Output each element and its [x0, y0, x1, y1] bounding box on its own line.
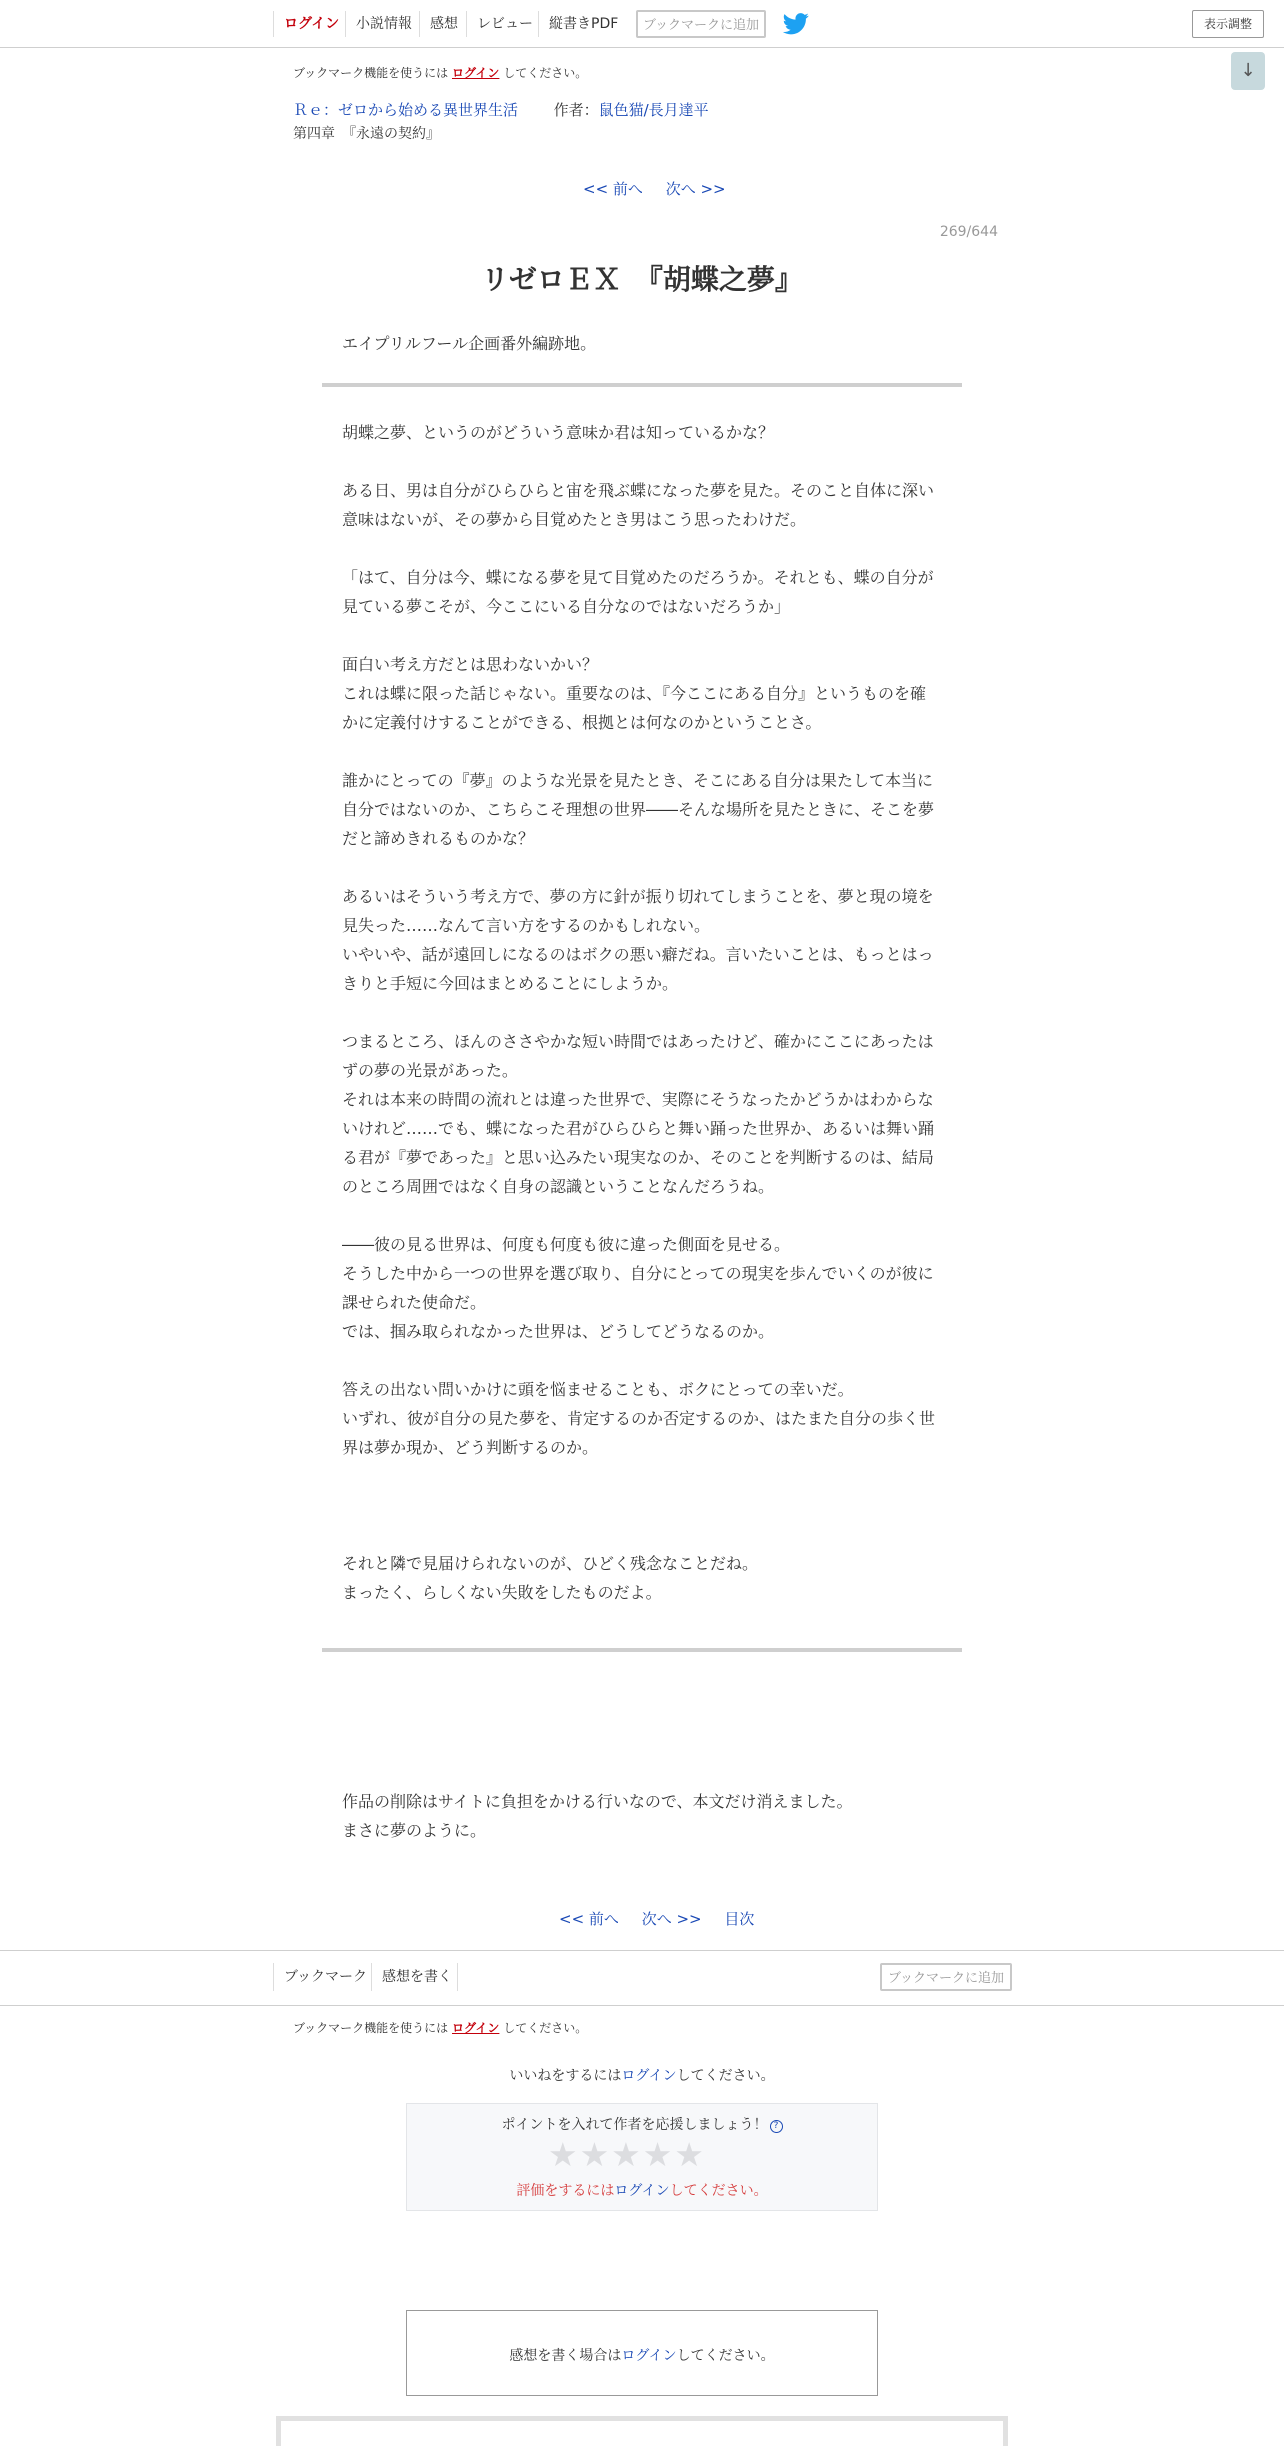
- bookmark-login-notice: [293, 64, 587, 81]
- body-line: だと諦めきれるものかな？: [342, 829, 535, 848]
- rate-notice-prefix: 評価をするには: [516, 2183, 615, 2199]
- body-line: 誰かにとっての『夢』のような光景を見たとき、そこにある自分は果たして本当に: [342, 771, 934, 790]
- body-line: [342, 447, 942, 476]
- body-line: つまるところ、ほんのささやかな短い時間ではあったけど、確かにここにあったは: [342, 1032, 934, 1051]
- body-line: 答えの出ない問いかけに頭を悩ませることも、ボクにとっての幸いだ。: [342, 1380, 854, 1399]
- vertical-pdf-link[interactable]: 縦書きPDF: [538, 11, 618, 37]
- body-line: [342, 853, 942, 882]
- next-link[interactable]: 次へ >>: [665, 180, 726, 198]
- body-line: ずの夢の光景があった。: [342, 1061, 518, 1080]
- body-line: そうした中から一つの世界を選び取り、自分にとっての現実を歩んでいくのが彼に: [342, 1264, 934, 1283]
- bottom-frame: [276, 2416, 1008, 2446]
- novel-body: [342, 418, 942, 1607]
- add-bookmark-button[interactable]: ブックマークに追加: [636, 10, 766, 38]
- bottom-nav-bar: [0, 1950, 1284, 2006]
- body-line: ――彼の見る世界は、何度も何度も彼に違った側面を見せる。: [342, 1235, 791, 1254]
- body-line: 意味はないが、その夢から目覚めたとき男はこう思ったわけだ。: [342, 510, 807, 529]
- body-line: [342, 737, 942, 766]
- body-line: のところ周囲ではなく自身の認識ということなんだろうね。: [342, 1177, 775, 1196]
- body-line: いけれど……でも、蝶になった君がひらひらと舞い踊った世界か、あるいは舞い踊: [342, 1119, 935, 1138]
- points-title-text: ポイントを入れて作者を応援しましょう！: [501, 2117, 768, 2133]
- body-line: 面白い考え方だとは思わないかい？: [342, 655, 599, 674]
- divider-top: [322, 383, 962, 387]
- twitter-icon[interactable]: [782, 13, 810, 35]
- bookmark-notice-prefix: ブックマーク機能を使うには: [293, 66, 449, 80]
- body-line: [342, 1491, 942, 1520]
- like-login-notice: [0, 2065, 1284, 2085]
- scroll-down-button[interactable]: ↓: [1231, 52, 1265, 90]
- review-login-notice: [407, 2345, 877, 2365]
- write-impression-link[interactable]: 感想を書く: [371, 1963, 452, 1991]
- prev-link[interactable]: << 前へ: [583, 180, 643, 198]
- page-counter: 269/644: [939, 224, 998, 240]
- help-icon[interactable]: ?: [770, 2120, 783, 2133]
- points-box: [406, 2103, 878, 2211]
- body-line: きりと手短に今回はまとめることにしようか。: [342, 974, 679, 993]
- display-settings-button[interactable]: 表示調整: [1192, 10, 1264, 38]
- body-line: ある日、男は自分がひらひらと宙を飛ぶ蝶になった夢を見た。そのこと自体に深い: [342, 481, 935, 500]
- body-line: まったく、らしくない失敗をしたものだよ。: [342, 1583, 662, 1602]
- author-link[interactable]: 鼠色猫/長月達平: [598, 101, 709, 119]
- like-notice-suffix: してください。: [676, 2068, 775, 2084]
- body-line: [342, 1346, 942, 1375]
- novel-info-link[interactable]: 小説情報: [345, 11, 412, 37]
- review-login-link[interactable]: ログイン: [621, 2348, 677, 2364]
- next-link-bottom[interactable]: 次へ >>: [641, 1910, 702, 1928]
- review-notice-suffix: してください。: [676, 2348, 775, 2364]
- body-line: 見ている夢こそが、今ここにいる自分なのではないだろうか」: [342, 597, 791, 616]
- rate-notice-suffix: してください。: [669, 2183, 768, 2199]
- rate-login-link[interactable]: ログイン: [614, 2183, 670, 2199]
- login-link[interactable]: ログイン: [273, 11, 339, 37]
- prev-link-bottom[interactable]: << 前へ: [559, 1910, 619, 1928]
- body-line: [342, 1201, 942, 1230]
- bookmark-login-link[interactable]: ログイン: [452, 66, 500, 80]
- body-line: [342, 534, 942, 563]
- like-notice-prefix: いいねをするには: [509, 2068, 622, 2084]
- star-rating[interactable]: ★★★★★: [548, 2135, 706, 2174]
- body-line: では、掴み取られなかった世界は、どうしてどうなるのか。: [342, 1322, 775, 1341]
- preface-text: エイプリルフール企画番外編跡地。: [342, 334, 597, 353]
- review-box: [406, 2310, 878, 2396]
- chapter-title: 第四章 『永遠の契約』: [293, 126, 440, 142]
- bookmark-link[interactable]: ブックマーク: [273, 1963, 367, 1991]
- afterword-line-2: まさに夢のように。: [342, 1821, 487, 1840]
- points-title: [407, 2114, 877, 2134]
- bookmark-notice-prefix-bottom: ブックマーク機能を使うには: [293, 2021, 449, 2035]
- body-line: それは本来の時間の流れとは違った世界で、実際にそうなったかどうかはわからな: [342, 1090, 934, 1109]
- body-line: 「はて、自分は今、蝶になる夢を見て目覚めたのだろうか。それとも、蝶の自分が: [342, 568, 934, 587]
- body-line: [342, 1462, 942, 1491]
- nav-divider: [457, 1963, 458, 1991]
- body-line: [342, 1520, 942, 1549]
- body-line: かに定義付けすることができる、根拠とは何なのかということさ。: [342, 713, 822, 732]
- bookmark-login-link-bottom[interactable]: ログイン: [452, 2021, 500, 2035]
- body-line: あるいはそういう考え方で、夢の方に針が振り切れてしまうことを、夢と現の境を: [342, 887, 934, 906]
- body-line: 課せられた使命だ。: [342, 1293, 487, 1312]
- review-link[interactable]: レビュー: [466, 11, 533, 37]
- bookmark-login-notice-bottom: [293, 2019, 587, 2036]
- rate-login-notice: [407, 2180, 877, 2200]
- toc-link[interactable]: 目次: [724, 1910, 755, 1928]
- body-line: 胡蝶之夢、というのがどういう意味か君は知っているかな？: [342, 423, 775, 442]
- like-login-link[interactable]: ログイン: [621, 2068, 677, 2084]
- body-line: これは蝶に限った話じゃない。重要なのは、『今ここにある自分』というものを確: [342, 684, 927, 703]
- series-title-link[interactable]: Ｒｅ：ゼロから始める異世界生活: [293, 101, 519, 119]
- bookmark-notice-suffix: してください。: [503, 66, 588, 80]
- body-line: [342, 998, 942, 1027]
- body-line: 界は夢か現か、どう判断するのか。: [342, 1438, 599, 1457]
- body-line: いずれ、彼が自分の見た夢を、肯定するのか否定するのか、はたまた自分の歩く世: [342, 1409, 935, 1428]
- pager-top: [583, 178, 726, 199]
- body-line: 自分ではないのか、こちらこそ理想の世界――そんな場所を見たときに、そこを夢: [342, 800, 935, 819]
- episode-title: リゼロＥＸ 『胡蝶之夢』: [481, 263, 803, 296]
- bookmark-notice-suffix-bottom: してください。: [503, 2021, 588, 2035]
- afterword-line-1: 作品の削除はサイトに負担をかける行いなので、本文だけ消えました。: [342, 1792, 853, 1811]
- body-line: いやいや、話が遠回しになるのはボクの悪い癖だね。言いたいことは、もっとはっ: [342, 945, 934, 964]
- novel-header: [293, 99, 709, 120]
- body-line: [342, 621, 942, 650]
- review-notice-prefix: 感想を書く場合は: [509, 2348, 622, 2364]
- body-line: 見失った……なんて言い方をするのかもしれない。: [342, 916, 711, 935]
- add-bookmark-button-bottom[interactable]: ブックマークに追加: [880, 1963, 1012, 1991]
- divider-bottom: [322, 1648, 962, 1652]
- impressions-link[interactable]: 感想: [419, 11, 458, 37]
- pager-bottom: [559, 1908, 754, 1929]
- top-nav-bar: [0, 0, 1284, 48]
- body-line: それと隣で見届けられないのが、ひどく残念なことだね。: [342, 1554, 759, 1573]
- author-label: 作者：: [553, 101, 599, 119]
- body-line: る君が『夢であった』と思い込みたい現実なのか、そのことを判断するのは、結局: [342, 1148, 934, 1167]
